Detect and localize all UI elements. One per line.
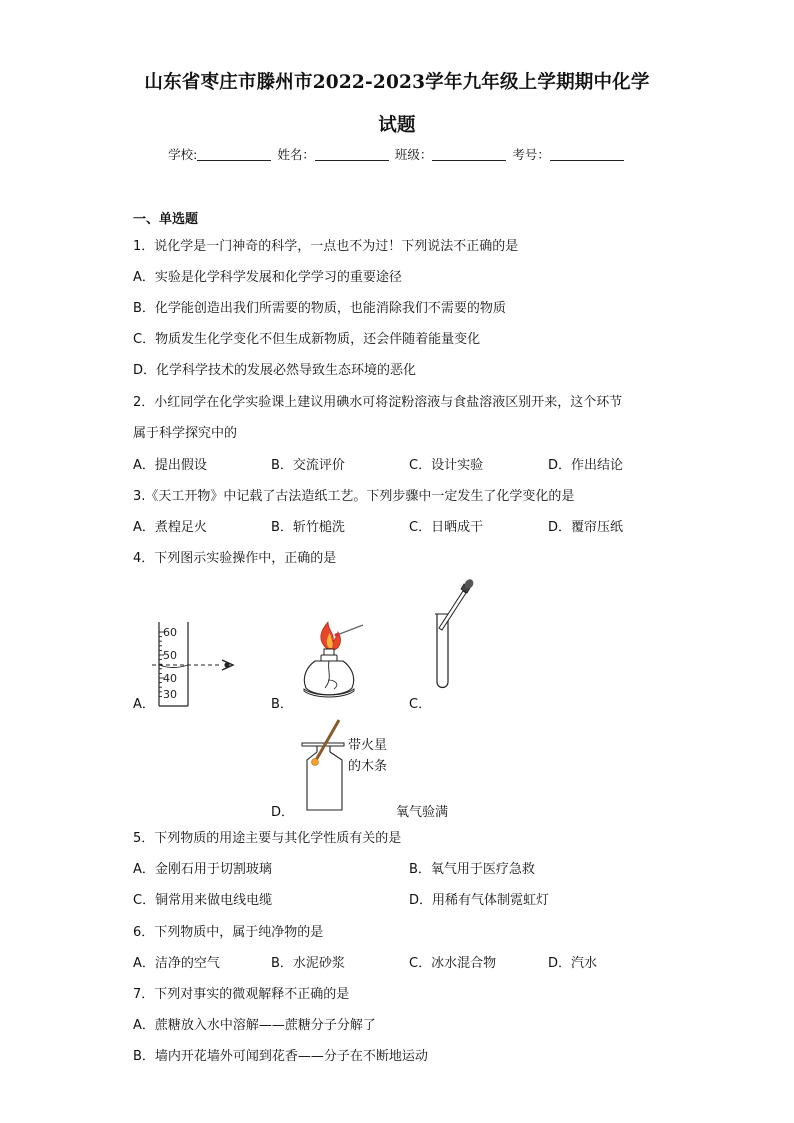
q2-option-c: C．设计实验 [409,458,484,473]
name-blank[interactable] [315,146,389,161]
q5-option-a: A．金刚石用于切割玻璃 [133,862,272,877]
q3-stem: 3.《天工开物》中记载了古法造纸工艺。下列步骤中一定发生了化学变化的是 [133,489,575,504]
splint-label-line1: 带火星 [348,738,388,753]
q6-option-c: C．冰水混合物 [409,956,497,971]
dropper-icon [439,578,475,630]
q4-option-c: C． [409,697,432,712]
q2-stem-line2: 属于科学探究中的 [133,426,238,441]
oxygen-caption: 氧气验满 [396,805,449,820]
q6-option-d: D．汽水 [548,956,598,971]
cylinder-tick-40: 40 [163,672,177,685]
name-label: 姓名： [277,147,315,162]
page-title: 山东省枣庄市滕州市2022-2023学年九年级上学期期中化学 [144,72,650,93]
q1-option-d: D．化学科学技术的发展必然导致生态环境的恶化 [133,363,417,378]
graduated-cylinder-figure [150,618,250,710]
section-heading: 一、单选题 [133,212,199,227]
q1-stem: 1．说化学是一门神奇的科学，一点也不为过！下列说法不正确的是 [133,239,519,254]
cylinder-tick-60: 60 [163,626,177,639]
q2-option-a: A．提出假设 [133,458,207,473]
q7-option-b: B．墙内开花墙外可闻到花香——分子在不断地运动 [133,1049,428,1064]
q4-option-a: A． [133,697,155,712]
q2-option-b: B．交流评价 [271,458,345,473]
q2-option-d: D．作出结论 [548,458,624,473]
q3-option-b: B．斩竹槌洗 [271,520,345,535]
page-title-line2: 试题 [378,115,416,136]
q4-option-d: D． [271,805,295,820]
q4-option-b: B． [271,697,293,712]
q5-stem: 5．下列物质的用途主要与其化学性质有关的是 [133,831,402,846]
q6-option-a: A．洁净的空气 [133,956,220,971]
school-label: 学校: [168,147,198,162]
q1-option-a: A．实验是化学科学发展和化学学习的重要途径 [133,270,402,285]
cylinder-tick-30: 30 [163,688,177,701]
q3-option-a: A．煮楻足火 [133,520,207,535]
q6-option-b: B．水泥砂浆 [271,956,345,971]
q5-option-b: B．氧气用于医疗急救 [409,862,535,877]
oxygen-bottle-figure [290,718,350,813]
q7-option-a: A．蔗糖放入水中溶解——蔗糖分子分解了 [133,1018,376,1033]
q3-option-d: D．覆帘压纸 [548,520,624,535]
q5-option-c: C．铜常用来做电线电缆 [133,893,273,908]
number-blank[interactable] [550,146,624,161]
q3-option-c: C．日晒成干 [409,520,484,535]
q2-stem-line1: 2．小红同学在化学实验课上建议用碘水可将淀粉溶液与食盐溶液区别开来，这个环节 [133,395,623,410]
class-blank[interactable] [432,146,506,161]
splint-label-line2: 的木条 [348,759,388,774]
q7-stem: 7．下列对事实的微观解释不正确的是 [133,987,350,1002]
q4-stem: 4．下列图示实验操作中，正确的是 [133,551,337,566]
school-blank[interactable] [197,146,271,161]
class-label: 班级： [394,147,433,162]
q6-stem: 6．下列物质中，属于纯净物的是 [133,925,324,940]
q1-option-c: C．物质发生化学变化不但生成新物质，还会伴随着能量变化 [133,332,481,347]
q1-option-b: B．化学能创造出我们所需要的物质，也能消除我们不需要的物质 [133,301,506,316]
dropper-test-tube-figure [426,578,486,698]
alcohol-lamp-figure [290,618,375,700]
student-info-row [0,145,794,163]
cylinder-tick-50: 50 [163,649,177,662]
q5-option-d: D．用稀有气体制霓虹灯 [409,893,550,908]
number-label: 考号： [512,147,550,162]
eye-icon [222,660,233,670]
